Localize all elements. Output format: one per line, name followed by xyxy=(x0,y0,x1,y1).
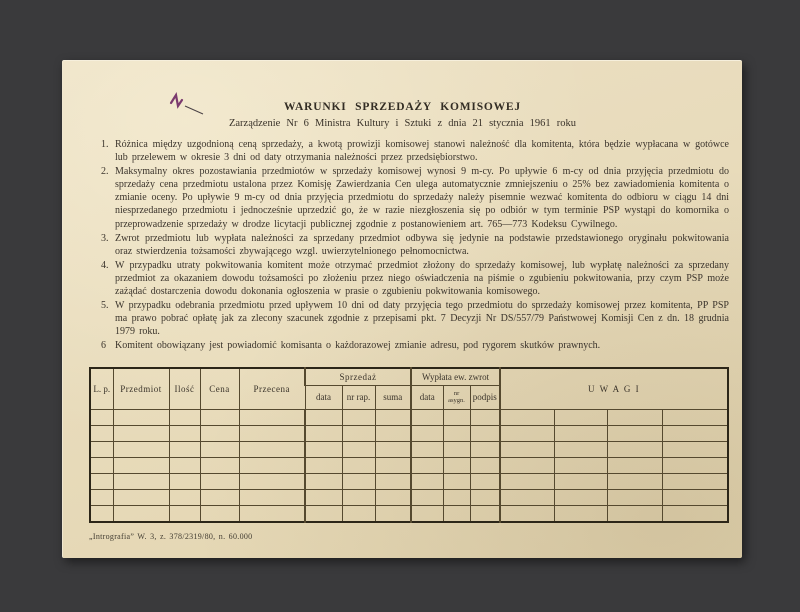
table-cell xyxy=(113,409,169,425)
table-cell xyxy=(342,409,375,425)
table-cell xyxy=(169,505,200,522)
terms-list xyxy=(101,138,729,354)
table-cell xyxy=(607,441,662,457)
table-cell xyxy=(443,409,470,425)
table-cell xyxy=(113,473,169,489)
table-row xyxy=(90,425,728,441)
table-cell xyxy=(411,489,443,505)
table-cell xyxy=(239,489,305,505)
table-cell xyxy=(342,457,375,473)
term-number: 4. xyxy=(101,259,109,271)
table-row xyxy=(90,441,728,457)
table-cell xyxy=(662,425,728,441)
table-cell xyxy=(169,489,200,505)
table-cell xyxy=(554,409,607,425)
table-cell xyxy=(443,425,470,441)
table-cell xyxy=(342,505,375,522)
col-header-wyplata-podpis: podpis xyxy=(470,385,500,409)
table-cell xyxy=(113,457,169,473)
table-cell xyxy=(239,425,305,441)
table-cell xyxy=(443,473,470,489)
table-cell xyxy=(607,473,662,489)
table-cell xyxy=(500,441,554,457)
table-cell xyxy=(607,489,662,505)
table-cell xyxy=(662,409,728,425)
table-cell xyxy=(200,425,239,441)
table-cell xyxy=(554,425,607,441)
table-cell xyxy=(411,505,443,522)
term-text: W przypadku utraty pokwitowania komitent może otrzymać przedmiot złożony do sprzedaży komisowej, lub wypłatę należności za sprzedany przedmiot za okazaniem dowodu tożsamości po złożeniu przez niego oświadczenia na piśmie o zgubieniu pokwitowania, przy czym PSP może zażądać dostarczenia dowodu dokonania ogłoszenia w prasie o zgubieniu pokwitowania komisowego. xyxy=(115,259,729,298)
col-header-sprzedaz-nr-rap: nr rap. xyxy=(342,385,375,409)
table-cell xyxy=(113,425,169,441)
table-cell xyxy=(470,425,500,441)
table-cell xyxy=(375,425,411,441)
table-row xyxy=(90,457,728,473)
table-cell xyxy=(305,425,342,441)
table-cell xyxy=(90,489,113,505)
table-cell xyxy=(169,457,200,473)
term-number: 1. xyxy=(101,139,109,150)
col-header-asygn-line: asygn. xyxy=(448,397,465,404)
table-row xyxy=(90,489,728,505)
table-cell xyxy=(113,489,169,505)
table-cell xyxy=(500,409,554,425)
table-cell xyxy=(90,441,113,457)
table-cell xyxy=(554,489,607,505)
term-text: Zwrot przedmiotu lub wypłata należności za sprzedany przedmiot odbywa się jedynie na podstawie przedstawionego oryginału pokwitowania oraz stwierdzenia tożsamości zbywającego wzgl. uwierzytelnionego pełnomocnictwa. xyxy=(115,232,729,257)
table-cell xyxy=(200,489,239,505)
table-cell xyxy=(200,441,239,457)
table-cell xyxy=(375,441,411,457)
col-group-sprzedaz: Sprzedaż xyxy=(305,368,411,385)
table-cell xyxy=(169,409,200,425)
col-header-lp: L. p. xyxy=(90,368,113,409)
table-cell xyxy=(113,505,169,522)
table-cell xyxy=(342,441,375,457)
table-cell xyxy=(500,457,554,473)
table-cell xyxy=(470,441,500,457)
term-item-5 xyxy=(101,299,729,338)
table-cell xyxy=(305,441,342,457)
table-cell xyxy=(305,489,342,505)
table-cell xyxy=(662,473,728,489)
table-cell xyxy=(200,457,239,473)
term-number: 3. xyxy=(101,232,109,244)
table-cell xyxy=(342,425,375,441)
col-header-cena: Cena xyxy=(200,368,239,409)
term-number: 6 xyxy=(101,340,106,352)
table-cell xyxy=(239,457,305,473)
table-cell xyxy=(554,505,607,522)
col-header-uwagi: U W A G I xyxy=(500,368,728,409)
term-item-1 xyxy=(101,138,729,164)
term-item-3 xyxy=(101,232,729,258)
table-cell xyxy=(443,489,470,505)
table-cell xyxy=(305,473,342,489)
table-cell xyxy=(554,441,607,457)
col-header-sprzedaz-data: data xyxy=(305,385,342,409)
table-cell xyxy=(607,505,662,522)
table-cell xyxy=(239,441,305,457)
table-cell xyxy=(305,505,342,522)
table-cell xyxy=(411,425,443,441)
table-cell xyxy=(375,473,411,489)
table-cell xyxy=(607,409,662,425)
table-cell xyxy=(200,409,239,425)
col-group-wyplata: Wypłata ew. zwrot xyxy=(411,368,500,385)
table-cell xyxy=(607,425,662,441)
table-cell xyxy=(470,457,500,473)
scanned-document-paper xyxy=(62,60,742,558)
document-title: WARUNKI SPRZEDAŻY KOMISOWEJ xyxy=(284,101,521,113)
table-cell xyxy=(239,409,305,425)
table-cell xyxy=(470,489,500,505)
table-cell xyxy=(90,457,113,473)
term-item-2 xyxy=(101,165,729,230)
table-cell xyxy=(443,457,470,473)
table-row xyxy=(90,505,728,522)
table-cell xyxy=(342,473,375,489)
table-cell xyxy=(662,457,728,473)
table-cell xyxy=(90,409,113,425)
table-cell xyxy=(411,409,443,425)
table-cell xyxy=(470,409,500,425)
table-cell xyxy=(169,473,200,489)
table-cell xyxy=(239,473,305,489)
table-cell xyxy=(500,425,554,441)
table-cell xyxy=(113,441,169,457)
table-cell xyxy=(554,457,607,473)
table-cell xyxy=(200,473,239,489)
table-cell xyxy=(500,489,554,505)
table-cell xyxy=(470,505,500,522)
term-item-6 xyxy=(101,339,729,352)
document-subtitle: Zarządzenie Nr 6 Ministra Kultury i Sztuki z dnia 21 stycznia 1961 roku xyxy=(228,118,576,129)
table-cell xyxy=(375,457,411,473)
term-number: 2. xyxy=(101,166,109,178)
col-header-ilosc: Ilość xyxy=(169,368,200,409)
table-cell xyxy=(375,489,411,505)
table-cell xyxy=(90,505,113,522)
table-cell xyxy=(342,489,375,505)
table-cell xyxy=(169,425,200,441)
table-cell xyxy=(607,457,662,473)
term-number: 5. xyxy=(101,300,109,312)
table-cell xyxy=(470,473,500,489)
table-cell xyxy=(443,441,470,457)
table-cell xyxy=(411,473,443,489)
table-cell xyxy=(411,457,443,473)
table-row xyxy=(90,473,728,489)
table-cell xyxy=(200,505,239,522)
print-shop-imprint: „Intrografia” W. 3, z. 378/2319/80, n. 60.000 xyxy=(89,532,253,541)
term-text: Maksymalny okres pozostawiania przedmiotów w sprzedaży komisowej wynosi 9 m-cy. Po upływie 6 m-cy od dnia przyjęcia przedmiotu do sprzedaży cena przedmiotu ustalona przez Komisję Zawierdzania Cen ulega automatycznie zmniejszeniu o 25% bez zawiadomienia komitenta o zmianie oceny. Po upływie 9 m-cy od dnia przyjęcia przedmiotu do sprzedaży należy pisemnie wezwać komitenta do odbioru w ciągu 14 dni niesprzedanego przedmiotu i jednocześnie uprzedzić go, że w razie niezgłoszenia się po odbiór w tym terminie PSP wystąpi do komornika o przeprowadzenie sprzedaży w drodze licytacji publicznej zgodnie z postanowieniem art. 765—773 Kodeksu Cywilnego. xyxy=(115,166,729,230)
table-row xyxy=(90,409,728,425)
col-header-nr-line: nr xyxy=(453,390,460,397)
col-header-sprzedaz-suma: suma xyxy=(375,385,411,409)
col-header-wyplata-nr-asygn xyxy=(443,385,470,409)
table-cell xyxy=(305,409,342,425)
table-cell xyxy=(662,441,728,457)
col-header-przedmiot: Przedmiot xyxy=(113,368,169,409)
table-cell xyxy=(90,473,113,489)
table-cell xyxy=(662,489,728,505)
table-cell xyxy=(411,441,443,457)
table-cell xyxy=(500,473,554,489)
term-text: W przypadku odebrania przedmiotu przed upływem 10 dni od daty przyjęcia tego przedmiotu do sprzedaży komisowej przez komitenta, PP PSP ma prawo pobrać opłatę jak za zlecony szacunek zgodnie z przepisami pkt. 7 Decyzji Nr DS/557/79 Państwowej Komisji Cen z dn. 18 grudnia 1979 roku. xyxy=(115,300,729,338)
commission-sale-table xyxy=(89,367,729,523)
table-cell xyxy=(662,505,728,522)
table-cell xyxy=(375,505,411,522)
table-cell xyxy=(239,505,305,522)
table-cell xyxy=(554,473,607,489)
table-cell xyxy=(90,425,113,441)
table-cell xyxy=(169,441,200,457)
col-header-wyplata-data: data xyxy=(411,385,443,409)
table-cell xyxy=(500,505,554,522)
table-cell xyxy=(305,457,342,473)
col-header-przecena: Przecena xyxy=(239,368,305,409)
term-item-4 xyxy=(101,259,729,298)
term-text: Komitent obowiązany jest powiadomić komisanta o każdorazowej zmianie adresu, pod rygorem skutków prawnych. xyxy=(115,340,601,352)
table-cell xyxy=(443,505,470,522)
table-cell xyxy=(375,409,411,425)
term-text: Różnica między uzgodnioną ceną sprzedaży, a kwotą prowizji komisowej stanowi należność dla komitenta, która będzie wypłacana w gotówce lub przelewem w okresie 3 dni od daty otrzymania należności przez przedsiębiorstwo. xyxy=(115,139,729,164)
